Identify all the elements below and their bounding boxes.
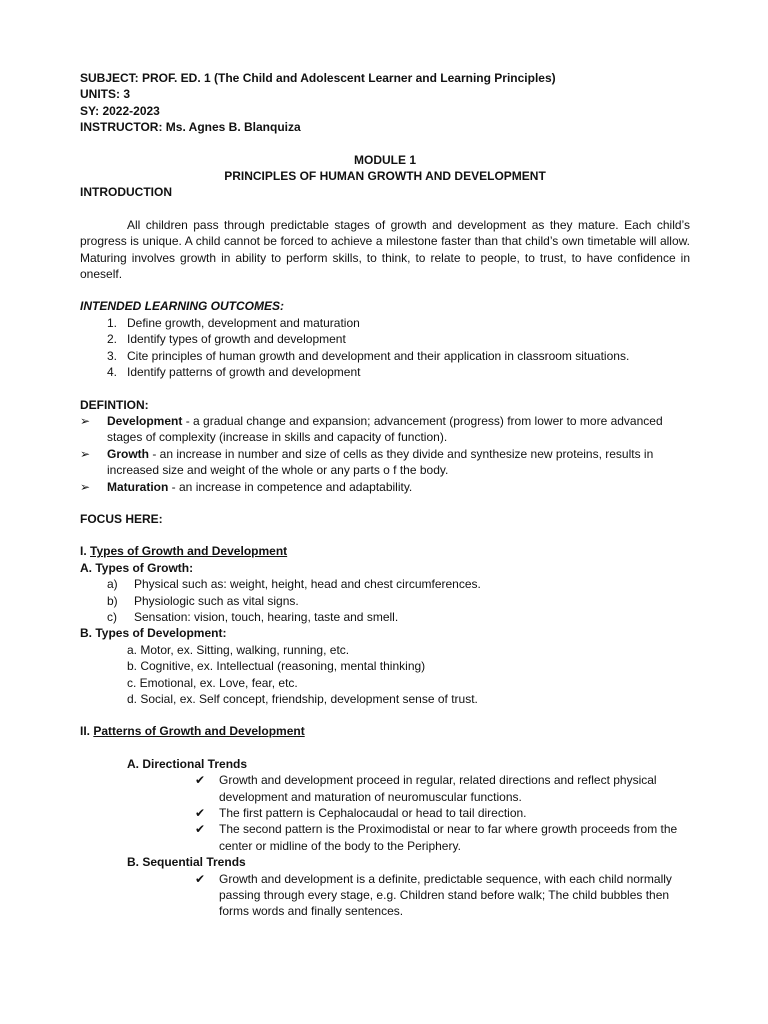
definition-item: ➢ Maturation - an increase in competence and adaptability. [80, 479, 413, 494]
outcome-item: 3. Cite principles of human growth and development and their application in classroom situations. [106, 348, 630, 363]
growth-type-item: b) Physiologic such as vital signs. [107, 593, 299, 608]
module-number: MODULE 1 [353, 152, 416, 167]
outcomes-heading: INTENDED LEARNING OUTCOMES: [80, 299, 284, 314]
development-type-item: a. Motor, ex. Sitting, walking, running, etc. [127, 642, 350, 657]
directional-trend-item: ✔ Growth and development proceed in regular, related directions and reflect physical development and maturation of neuromuscular functions. [195, 773, 657, 804]
development-type-item: b. Cognitive, ex. Intellectual (reasoning, mental thinking) [127, 659, 426, 674]
arrow-bullet-icon: ➢ [80, 446, 91, 461]
arrow-bullet-icon: ➢ [80, 413, 91, 428]
section2-heading: II. Patterns of Growth and Development [80, 724, 305, 739]
checkmark-icon: ✔ [195, 773, 206, 788]
development-type-item: d. Social, ex. Self concept, friendship, development sense of trust. [127, 692, 478, 706]
outcome-item: 1. Define growth, development and maturation [106, 315, 360, 330]
introduction-heading: INTRODUCTION [80, 185, 172, 200]
subject-line: SUBJECT: PROF. ED. 1 (The Child and Adolescent Learner and Learning Principles) [80, 71, 556, 85]
checkmark-icon: ✔ [195, 806, 206, 821]
definition-heading: DEFINTION: [80, 397, 149, 412]
development-type-item: c. Emotional, ex. Love, fear, etc. [127, 675, 298, 690]
checkmark-icon: ✔ [195, 871, 206, 886]
document-page [80, 70, 690, 920]
growth-types-heading: A. Types of Growth: [80, 560, 194, 575]
focus-heading: FOCUS HERE: [80, 511, 163, 526]
outcome-item: 2. Identify types of growth and development [106, 332, 346, 347]
outcome-item: 4. Identify patterns of growth and development [106, 365, 361, 380]
sequential-trend-item: ✔ Growth and development is a definite, predictable sequence, with each child normally passing through every stage, e.g. Children stand before walk; The child bubbles then forms words and finally sentences. [195, 871, 672, 919]
directional-trend-item: ✔ The second pattern is the Proximodistal or near to far where growth proceeds from the center or midline of the body to the Periphery. [195, 822, 678, 853]
growth-type-item: a) Physical such as: weight, height, head and chest circumferences. [107, 577, 481, 592]
school-year-line: SY: 2022-2023 [80, 103, 160, 118]
section1-heading: I. Types of Growth and Development [80, 544, 288, 559]
growth-type-item: c) Sensation: vision, touch, hearing, taste and smell. [107, 609, 399, 624]
definition-item: ➢ Growth - an increase in number and size of cells as they divide and synthesize new proteins, results in increased size and weight of the whole or any parts o f the body. [80, 446, 654, 478]
directional-trend-item: ✔ The first pattern is Cephalocaudal or head to tail direction. [195, 806, 527, 821]
checkmark-icon: ✔ [195, 822, 206, 837]
introduction-paragraph: All children pass through predictable stages of growth and development as they mature. Each child’s progress is unique. A child cannot be forced to achieve a milestone faster than that child’s own timetable will allow. Maturing involves growth in ability to perform skills, to think, to relate to people, to trust, to have confidence in oneself. [80, 217, 690, 282]
arrow-bullet-icon: ➢ [80, 479, 91, 494]
units-line: UNITS: 3 [80, 87, 131, 102]
definition-item: ➢ Development - a gradual change and expansion; advancement (progress) from lower to more advanced stages of complexity (increase in skills and capacity of function). [80, 413, 663, 445]
directional-trends-heading: A. Directional Trends [127, 756, 248, 771]
module-title: PRINCIPLES OF HUMAN GROWTH AND DEVELOPMENT [224, 169, 546, 184]
sequential-trends-heading: B. Sequential Trends [127, 855, 246, 870]
definition-term: Growth [107, 446, 149, 461]
definition-term: Development [107, 413, 183, 428]
development-types-heading: B. Types of Development: [80, 626, 227, 641]
instructor-line: INSTRUCTOR: Ms. Agnes B. Blanquiza [80, 120, 301, 135]
definition-term: Maturation [107, 479, 169, 494]
